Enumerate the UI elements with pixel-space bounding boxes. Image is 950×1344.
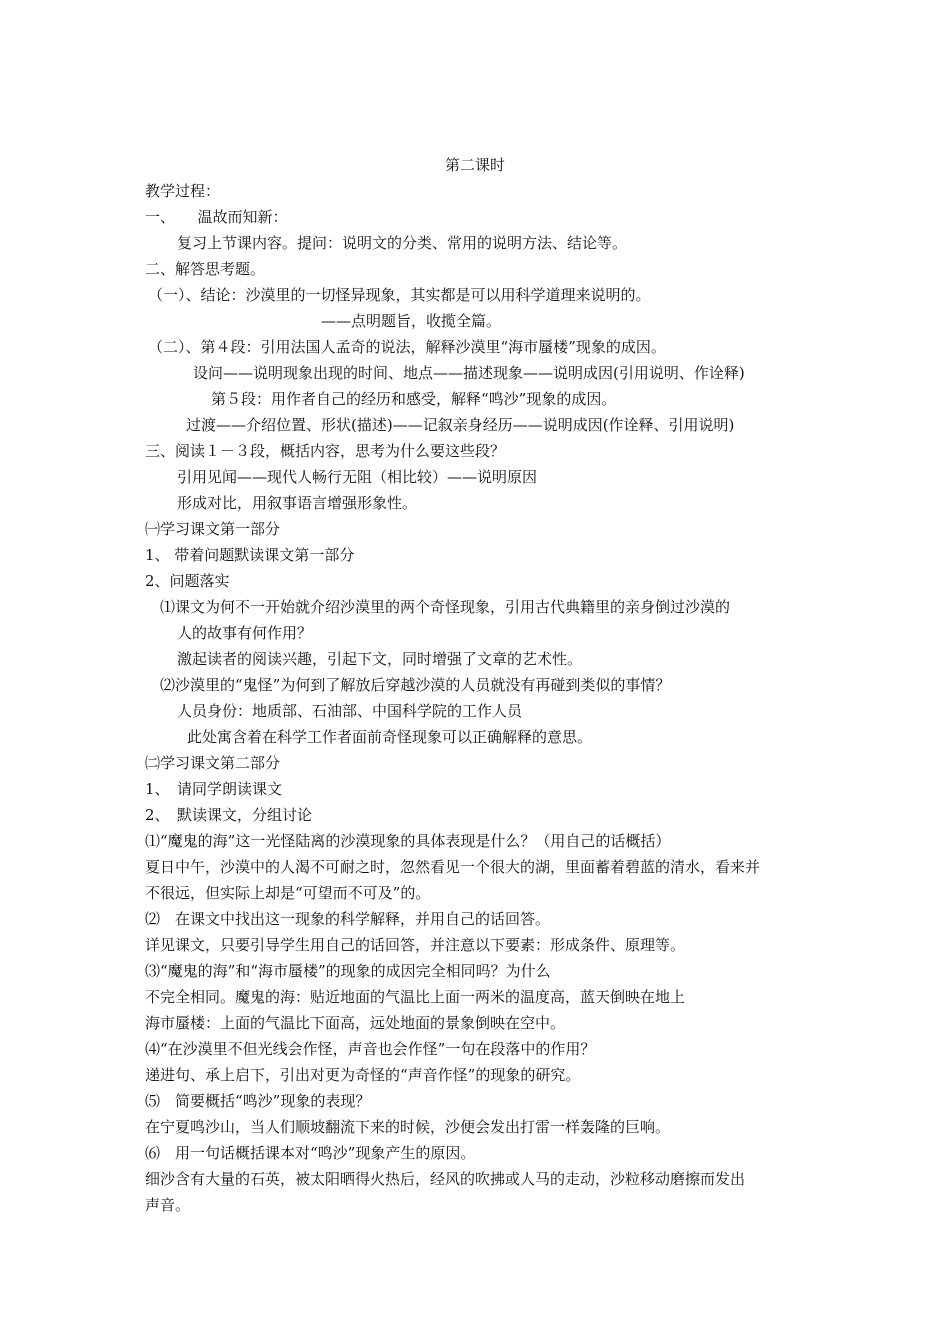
question-line: ⑵沙漠里的“鬼怪”为何到了解放后穿越沙漠的人员就没有再碰到类似的事情？ <box>160 676 671 694</box>
answer-line: 细沙含有大量的石英，被太阳晒得火热后，经风的吹拂或人马的走动，沙粒移动磨擦而发出 <box>145 1170 746 1188</box>
answer-line: 详见课文，只要引导学生用自己的话回答，并注意以下要素：形成条件、原理等。 <box>145 936 686 954</box>
answer-line: 不完全相同。魔鬼的海：贴近地面的气温比上面一两米的温度高，蓝天倒映在地上 <box>145 988 686 1006</box>
text-line: 引用见闻——现代人畅行无阻（相比较）——说明原因 <box>177 468 538 486</box>
question-line: ⑴课文为何不一开始就介绍沙漠里的两个奇怪现象，引用古代典籍里的亲身倒过沙漠的 <box>160 598 731 616</box>
text-line: 第５段：用作者自己的经历和感受，解释“鸣沙”现象的成因。 <box>211 390 617 408</box>
question-line: ⑸ 简要概括“鸣沙”现象的表现？ <box>145 1092 371 1110</box>
question-line: ⑵ 在课文中找出这一现象的科学解释，并用自己的话回答。 <box>145 910 551 928</box>
text-line: 教学过程： <box>145 182 221 200</box>
question-line: ⑹ 用一句话概括课本对“鸣沙”现象产生的原因。 <box>145 1144 476 1162</box>
text-line: 过渡——介绍位置、形状(描述)——记叙亲身经历——说明成因(作诠释、引用说明) <box>186 416 735 434</box>
answer-line: 激起读者的阅读兴趣，引起下文，同时增强了文章的艺术性。 <box>177 650 583 668</box>
answer-line: 此处寓含着在科学工作者面前奇怪现象可以正确解释的意思。 <box>187 728 593 746</box>
answer-line: 夏日中午，沙漠中的人渴不可耐之时，忽然看见一个很大的湖，里面蓄着碧蓝的清水，看来并 <box>145 858 761 876</box>
lesson-title: 第二课时 <box>444 156 505 174</box>
text-line: （一）、结论：沙漠里的一切怪异现象，其实都是可以用科学道理来说明的。 <box>148 286 651 304</box>
answer-line: 在宁夏鸣沙山，当人们顺坡翻流下来的时候，沙便会发出打雷一样轰隆的巨响。 <box>145 1118 671 1136</box>
text-line: 一、 温故而知新： <box>145 208 288 226</box>
answer-line: 声音。 <box>145 1196 191 1214</box>
text-line: 三、阅读１－３段，概括内容，思考为什么要这些段？ <box>145 442 506 460</box>
answer-line: 人员身份：地质部、石油部、中国科学院的工作人员 <box>177 702 523 720</box>
text-line: ——点明题旨，收揽全篇。 <box>321 312 502 330</box>
question-line: 人的故事有何作用？ <box>177 624 313 642</box>
text-line: 1、 带着问题默读课文第一部分 <box>145 546 355 564</box>
text-line: 二、解答思考题。 <box>145 260 266 278</box>
text-line: 形成对比，用叙事语言增强形象性。 <box>177 494 418 512</box>
text-line: 2、 默读课文，分组讨论 <box>145 806 313 824</box>
answer-line: 海市蜃楼：上面的气温比下面高，远处地面的景象倒映在空中。 <box>145 1014 566 1032</box>
section-heading: ㈠学习课文第一部分 <box>145 520 281 538</box>
section-heading: ㈡学习课文第二部分 <box>145 754 281 772</box>
text-line: 复习上节课内容。提问：说明文的分类、常用的说明方法、结论等。 <box>177 234 628 252</box>
text-line: 2、问题落实 <box>145 572 230 590</box>
question-line: ⑴“魔鬼的海”这一光怪陆离的沙漠现象的具体表现是什么？（用自己的话概括） <box>145 832 671 850</box>
answer-line: 递进句、承上启下，引出对更为奇怪的“声音作怪”的现象的研究。 <box>145 1066 581 1084</box>
question-line: ⑷“在沙漠里不但光线会作怪，声音也会作怪”一句在段落中的作用？ <box>145 1040 596 1058</box>
answer-line: 不很远，但实际上却是“可望而不可及”的。 <box>145 884 431 902</box>
text-line: 设问——说明现象出现的时间、地点——描述现象——说明成因(引用说明、作诠释) <box>193 364 745 382</box>
question-line: ⑶“魔鬼的海”和“海市蜃楼”的现象的成因完全相同吗？为什么 <box>145 962 551 980</box>
text-line: （二）、第４段：引用法国人孟奇的说法，解释沙漠里“海市蜃楼”现象的成因。 <box>148 338 666 356</box>
text-line: 1、 请同学朗读课文 <box>145 780 283 798</box>
